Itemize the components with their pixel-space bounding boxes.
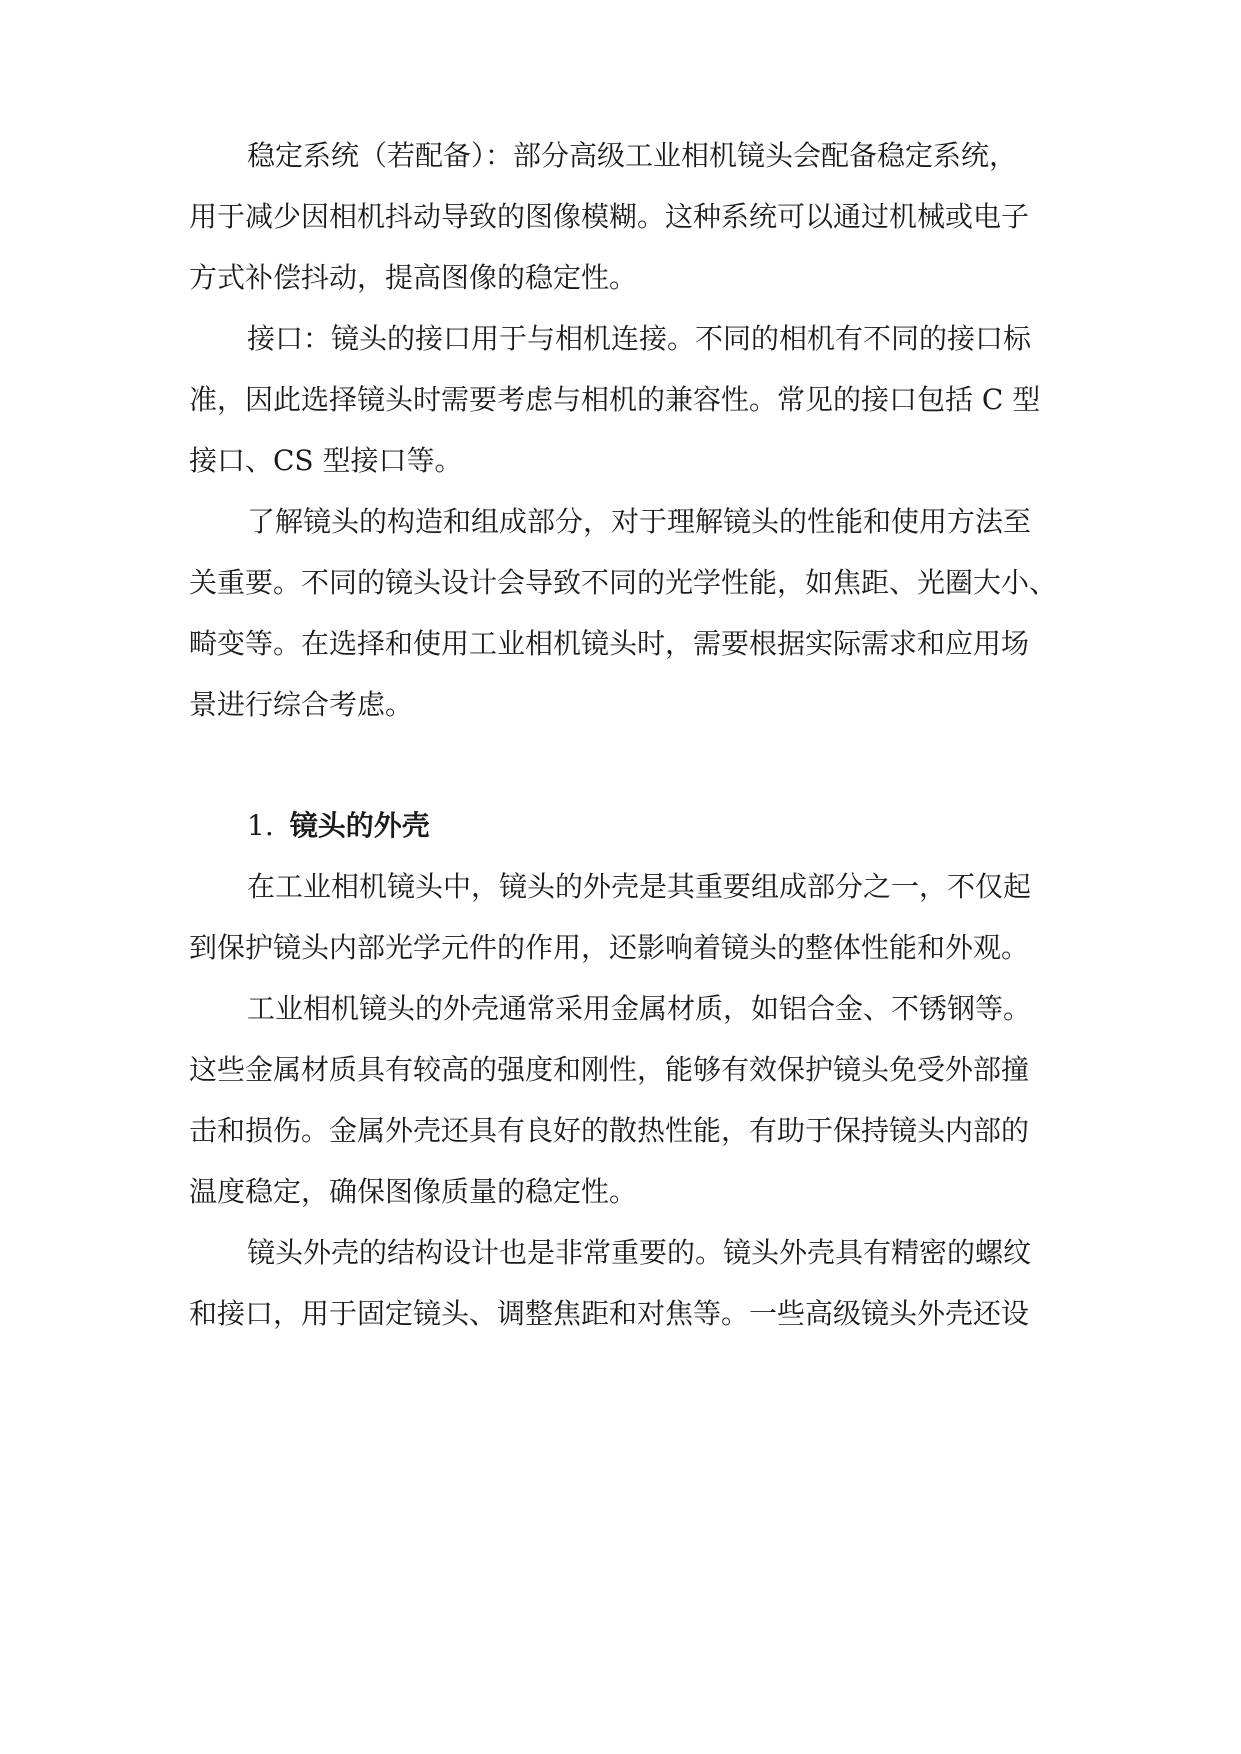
paragraph-line: 温度稳定，确保图像质量的稳定性。 — [189, 1175, 638, 1208]
paragraph-line: 击和损伤。金属外壳还具有良好的散热性能，有助于保持镜头内部的 — [189, 1114, 1030, 1147]
paragraph-line: 接口：镜头的接口用于与相机连接。不同的相机有不同的接口标 — [247, 322, 1032, 355]
paragraph-line: 镜头外壳的结构设计也是非常重要的。镜头外壳具有精密的螺纹 — [247, 1236, 1032, 1269]
paragraph-line: 在工业相机镜头中，镜头的外壳是其重要组成部分之一，不仅起 — [247, 870, 1032, 903]
paragraph-line: 景进行综合考虑。 — [189, 688, 414, 721]
paragraph-line: 稳定系统（若配备）：部分高级工业相机镜头会配备稳定系统， — [247, 139, 1018, 172]
section-title: 镜头的外壳 — [289, 809, 430, 842]
section-heading — [247, 806, 430, 846]
paragraph-line: 畸变等。在选择和使用工业相机镜头时，需要根据实际需求和应用场 — [189, 627, 1030, 660]
paragraph-line: 工业相机镜头的外壳通常采用金属材质，如铝合金、不锈钢等。 — [247, 992, 1032, 1025]
section-number: 1. — [247, 809, 274, 842]
paragraph-line: 这些金属材质具有较高的强度和刚性，能够有效保护镜头免受外部撞 — [189, 1053, 1030, 1086]
paragraph-line: 了解镜头的构造和组成部分，对于理解镜头的性能和使用方法至 — [247, 505, 1032, 538]
paragraph-line: 接口、CS 型接口等。 — [189, 444, 463, 477]
paragraph-line: 和接口，用于固定镜头、调整焦距和对焦等。一些高级镜头外壳还设 — [189, 1297, 1030, 1330]
paragraph-line: 到保护镜头内部光学元件的作用，还影响着镜头的整体性能和外观。 — [189, 931, 1030, 964]
paragraph-line: 方式补偿抖动，提高图像的稳定性。 — [189, 261, 638, 294]
paragraph-line: 准，因此选择镜头时需要考虑与相机的兼容性。常见的接口包括 C 型 — [189, 383, 1041, 416]
paragraph-line: 关重要。不同的镜头设计会导致不同的光学性能，如焦距、光圈大小、 — [189, 566, 1058, 599]
paragraph-line: 用于减少因相机抖动导致的图像模糊。这种系统可以通过机械或电子 — [189, 200, 1030, 233]
